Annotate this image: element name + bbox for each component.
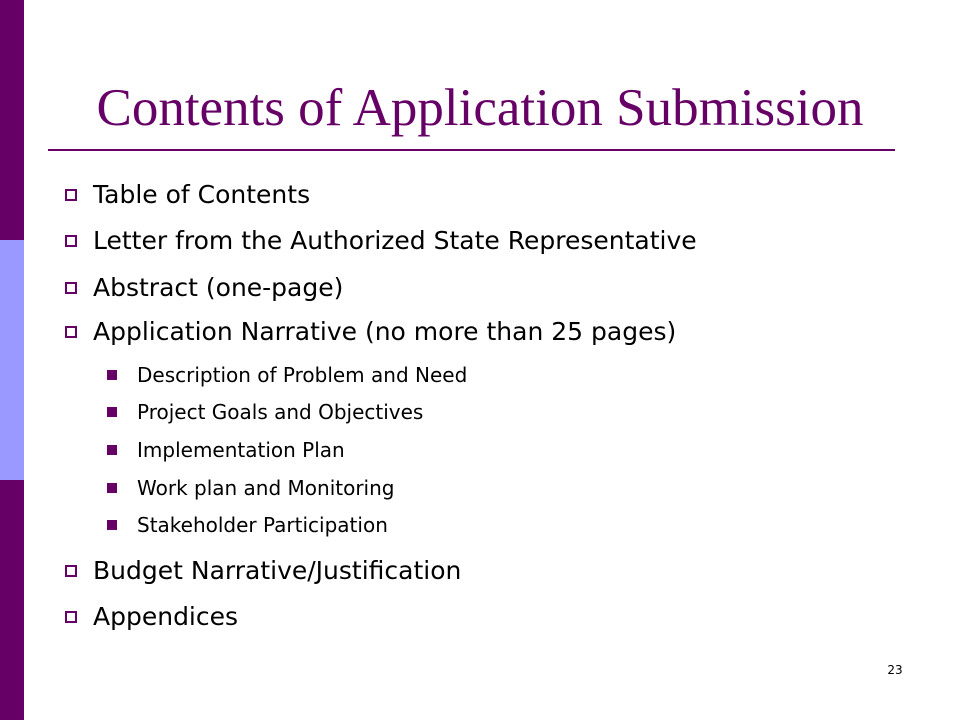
page-number: 23 (887, 663, 903, 677)
sub-list-item (0, 474, 940, 502)
filled-square-bullet-icon (107, 520, 117, 530)
list-item-label: Abstract (one-page) (93, 273, 344, 302)
list-item-label: Table of Contents (93, 180, 311, 209)
sub-list-item (0, 436, 940, 464)
filled-square-bullet-icon (107, 483, 117, 493)
hollow-square-bullet-icon (65, 326, 77, 338)
filled-square-bullet-icon (107, 407, 117, 417)
sub-list-item-label: Description of Problem and Need (137, 363, 468, 387)
list-item-label: Application Narrative (no more than 25 pages) (93, 317, 677, 346)
sub-list-item (0, 361, 940, 389)
list-item (0, 314, 940, 350)
hollow-square-bullet-icon (65, 282, 77, 294)
sub-list-item (0, 511, 940, 539)
list-item-label: Letter from the Authorized State Representative (93, 226, 697, 255)
list-item (0, 223, 940, 259)
sub-list-item-label: Implementation Plan (137, 438, 345, 462)
sub-list-item-label: Project Goals and Objectives (137, 400, 424, 424)
sub-list-item (0, 398, 940, 426)
list-item (0, 177, 940, 213)
hollow-square-bullet-icon (65, 189, 77, 201)
list-item-label: Appendices (93, 602, 239, 631)
title-underline (48, 149, 895, 151)
list-item (0, 553, 940, 589)
hollow-square-bullet-icon (65, 565, 77, 577)
filled-square-bullet-icon (107, 370, 117, 380)
filled-square-bullet-icon (107, 445, 117, 455)
sub-list-item-label: Work plan and Monitoring (137, 476, 395, 500)
list-item (0, 599, 940, 635)
sub-list-item-label: Stakeholder Participation (137, 513, 388, 537)
list-item-label: Budget Narrative/Justification (93, 556, 462, 585)
list-item (0, 270, 940, 306)
slide-title: Contents of Application Submission (96, 79, 864, 137)
hollow-square-bullet-icon (65, 235, 77, 247)
hollow-square-bullet-icon (65, 611, 77, 623)
